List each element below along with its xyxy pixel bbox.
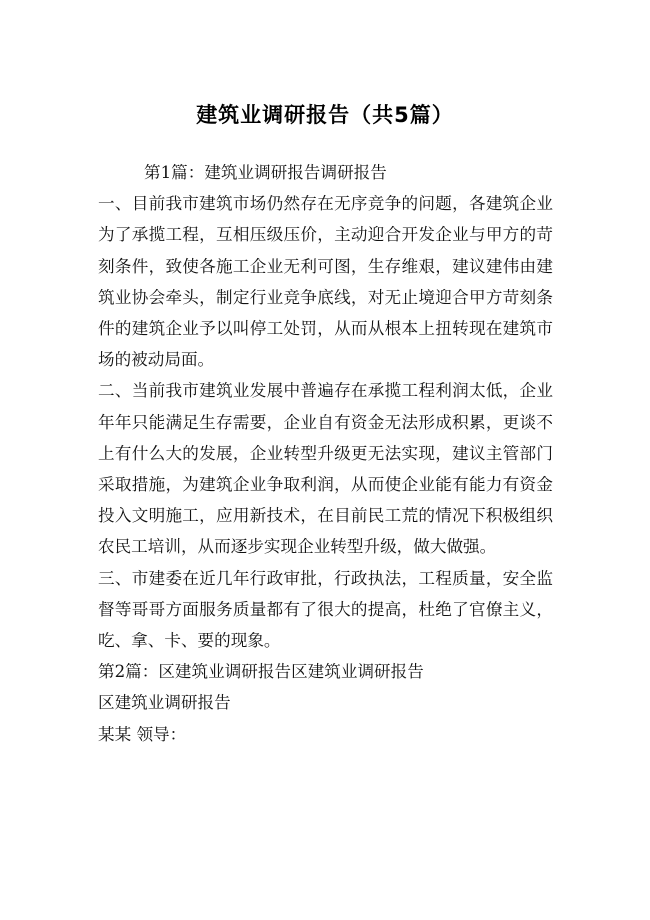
document-title: 建筑业调研报告（共5篇） [196,103,454,127]
report-subtitle: 区建筑业调研报告 [98,693,231,713]
paragraph-point-2: 二、当前我市建筑业发展中普遍存在承揽工程利润太低，企业年年只能满足生存需要，企业自有资金无法形成积累，更谈不上有什么大的发展，企业转型升级更无法实现，建议主管部门采取措施，为建筑企业争取利润，从而使企业能有能力有资金投入文明施工，应用新技术，在目前民工荒的情况下积极组织农民工培训，从而逐步实现企业转型升级，做大做强。 [98,381,553,557]
paragraph-point-1: 一、目前我市建筑市场仍然存在无序竞争的问题，各建筑企业为了承揽工程，互相压级压价，主动迎合开发企业与甲方的苛刻条件，致使各施工企业无利可图，生存维艰，建议建伟由建筑业协会牵头，制定行业竞争底线，对无止境迎合甲方苛刻条件的建筑企业予以叫停工处罚，从而从根本上扭转现在建筑市场的被动局面。 [98,194,553,370]
section-heading-2: 第2篇：区建筑业调研报告区建筑业调研报告 [98,662,424,682]
document-body [98,157,553,750]
paragraph-point-3: 三、市建委在近几年行政审批，行政执法，工程质量，安全监督等哥哥方面服务质量都有了很大的提高，杜绝了官僚主义，吃、拿、卡、要的现象。 [98,568,553,651]
salutation: 某某 领导： [98,724,187,744]
section-heading-1: 第1篇：建筑业调研报告调研报告 [144,163,387,182]
